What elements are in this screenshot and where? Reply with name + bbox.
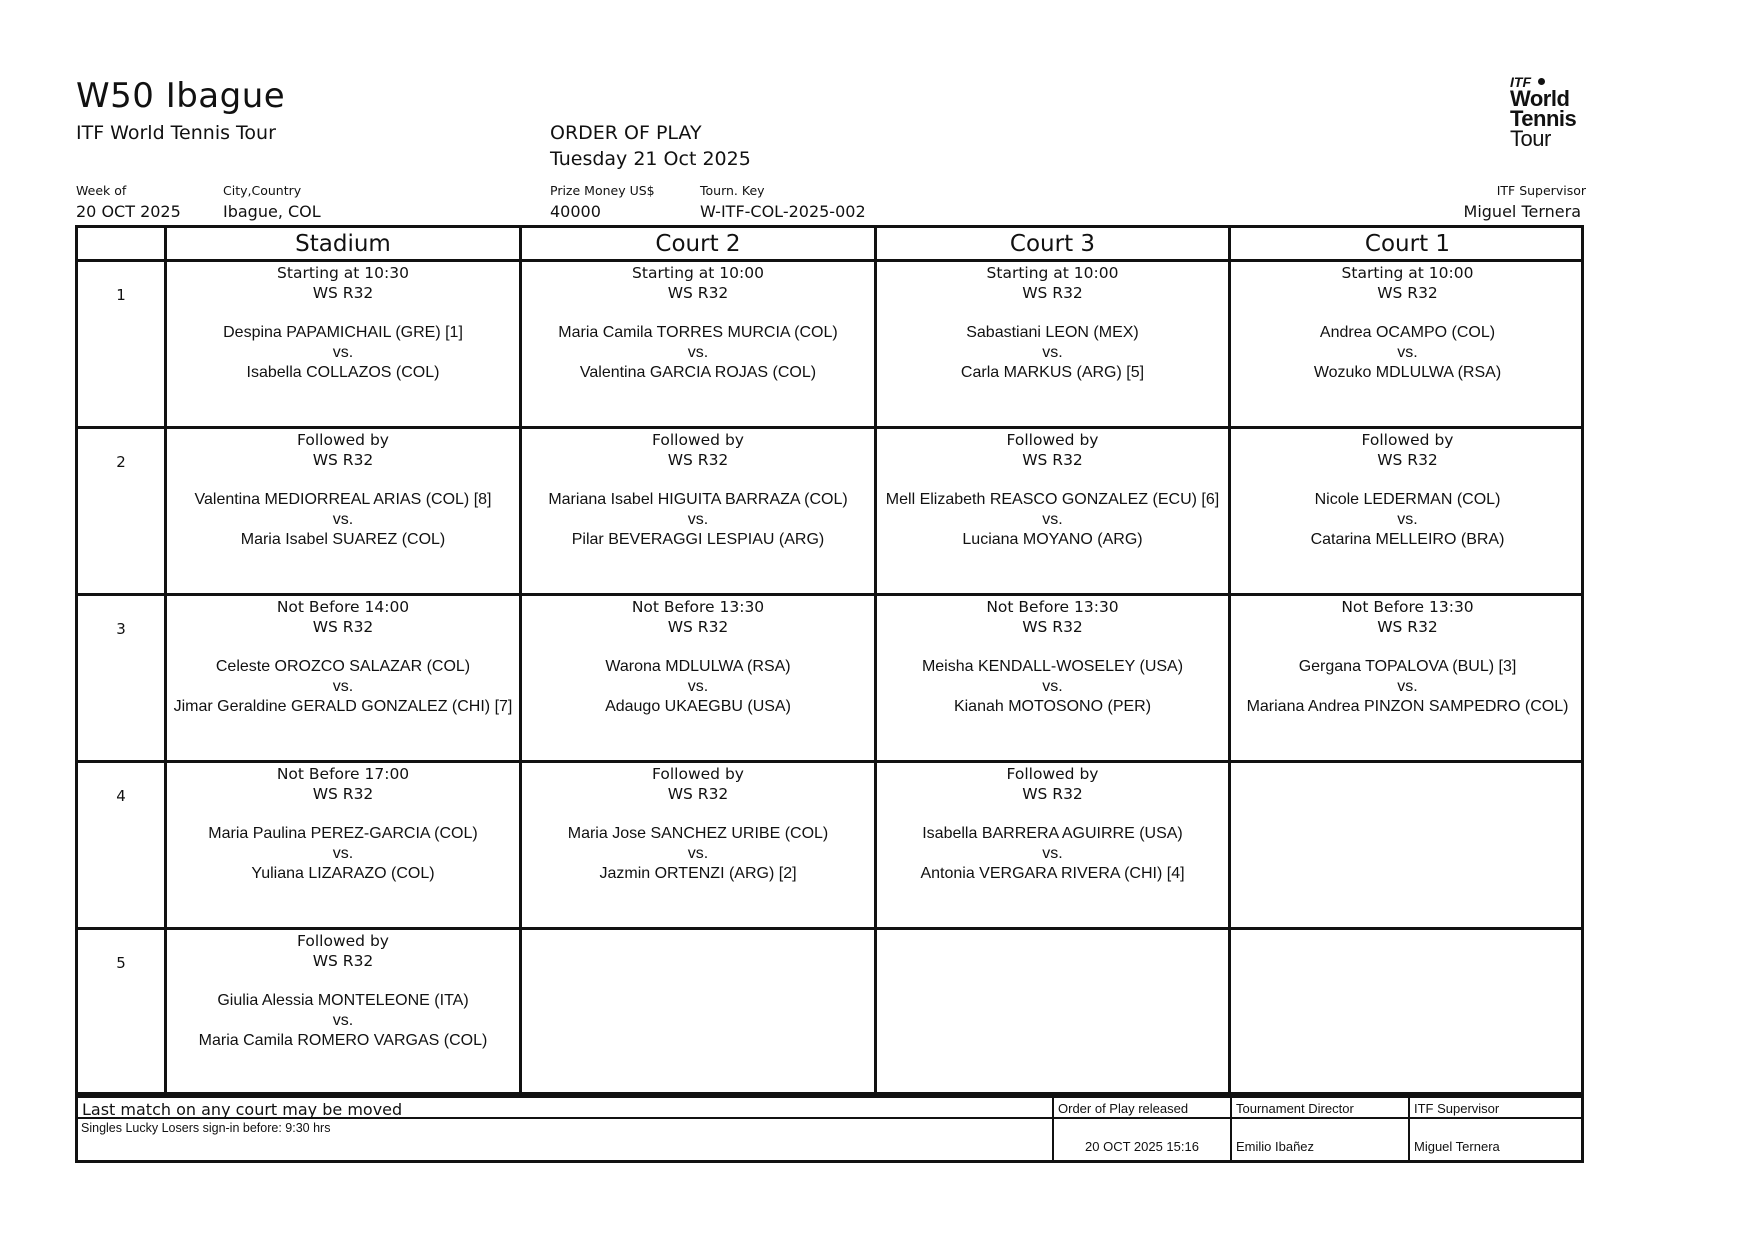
player-one: Gergana TOPALOVA (BUL) [3] xyxy=(1298,658,1517,675)
versus-text: vs. xyxy=(1042,845,1063,862)
lucky-losers-note: Singles Lucky Losers sign-in before: 9:30 hrs xyxy=(81,1121,331,1135)
player-one: Maria Paulina PEREZ-GARCIA (COL) xyxy=(208,825,478,842)
match-cell xyxy=(522,596,877,763)
match-cell xyxy=(1231,429,1584,596)
versus-text: vs. xyxy=(687,344,709,361)
match-cell xyxy=(877,429,1231,596)
versus-text: vs. xyxy=(332,845,354,862)
match-round: WS R32 xyxy=(312,952,374,970)
player-two: Maria Camila ROMERO VARGAS (COL) xyxy=(198,1032,488,1049)
player-one: Celeste OROZCO SALAZAR (COL) xyxy=(215,658,471,675)
player-two: Luciana MOYANO (ARG) xyxy=(962,531,1143,548)
match-round: WS R32 xyxy=(1377,284,1438,302)
last-match-note-cell xyxy=(78,1095,1054,1119)
match-round: WS R32 xyxy=(667,284,729,302)
player-two: Carla MARKUS (ARG) [5] xyxy=(960,364,1145,381)
corner-cell xyxy=(78,228,167,262)
player-two: Wozuko MDLULWA (RSA) xyxy=(1313,364,1502,381)
match-round: WS R32 xyxy=(312,618,374,636)
match-cell xyxy=(522,262,877,429)
versus-text: vs. xyxy=(687,678,709,695)
tournament-key-label: Tourn. Key xyxy=(700,183,765,198)
empty-match-cell xyxy=(877,930,1231,1095)
director-label-cell xyxy=(1232,1095,1410,1119)
versus-text: vs. xyxy=(1397,678,1418,695)
tour-name: ITF World Tennis Tour xyxy=(76,122,276,144)
court-header-court-3: Court 3 xyxy=(877,228,1231,262)
player-two: Jimar Geraldine GERALD GONZALEZ (CHI) [7] xyxy=(173,698,513,715)
player-one: Isabella BARRERA AGUIRRE (USA) xyxy=(922,825,1183,842)
versus-text: vs. xyxy=(332,344,354,361)
match-cell xyxy=(522,429,877,596)
match-round: WS R32 xyxy=(1022,785,1083,803)
tournament-title: W50 Ibague xyxy=(76,76,286,116)
match-cell xyxy=(877,596,1231,763)
player-two: Kianah MOTOSONO (PER) xyxy=(953,698,1152,715)
match-cell xyxy=(167,596,522,763)
match-start-time: Not Before 13:30 xyxy=(986,598,1119,616)
match-round: WS R32 xyxy=(667,618,729,636)
match-round: WS R32 xyxy=(667,785,729,803)
versus-text: vs. xyxy=(332,511,354,528)
match-start-time: Not Before 14:00 xyxy=(276,598,410,616)
released-value: 20 OCT 2025 15:16 xyxy=(1085,1139,1199,1154)
match-round: WS R32 xyxy=(1022,284,1083,302)
match-cell xyxy=(167,930,522,1095)
footer-supervisor-value-cell xyxy=(1410,1119,1584,1160)
player-one: Sabastiani LEON (MEX) xyxy=(966,324,1139,341)
match-start-time: Starting at 10:00 xyxy=(1341,264,1474,282)
city-country-label: City,Country xyxy=(223,183,302,198)
logo-dot-icon xyxy=(1538,78,1545,85)
player-two: Adaugo UKAEGBU (USA) xyxy=(605,698,791,715)
order-of-play-date: Tuesday 21 Oct 2025 xyxy=(550,148,751,170)
player-two: Maria Isabel SUAREZ (COL) xyxy=(240,531,446,548)
match-cell xyxy=(877,262,1231,429)
player-one: Maria Camila TORRES MURCIA (COL) xyxy=(558,324,838,341)
match-start-time: Not Before 13:30 xyxy=(631,598,765,616)
player-one: Nicole LEDERMAN (COL) xyxy=(1314,491,1501,508)
match-round: WS R32 xyxy=(312,451,374,469)
itf-world-tennis-tour-logo xyxy=(1508,74,1592,154)
footer-supervisor-label: ITF Supervisor xyxy=(1414,1101,1500,1116)
match-start-time: Followed by xyxy=(297,932,389,950)
itf-supervisor-label: ITF Supervisor xyxy=(1496,183,1586,198)
match-cell xyxy=(167,763,522,930)
empty-match-cell xyxy=(522,930,877,1095)
match-round: WS R32 xyxy=(1377,618,1438,636)
match-cell xyxy=(167,262,522,429)
match-start-time: Not Before 17:00 xyxy=(276,765,410,783)
match-start-time: Followed by xyxy=(297,431,389,449)
match-start-time: Not Before 13:30 xyxy=(1341,598,1474,616)
released-value-cell xyxy=(1054,1119,1232,1160)
versus-text: vs. xyxy=(1042,344,1063,361)
released-label: Order of Play released xyxy=(1058,1101,1189,1116)
player-one: Valentina MEDIORREAL ARIAS (COL) [8] xyxy=(194,491,492,508)
player-one: Giulia Alessia MONTELEONE (ITA) xyxy=(217,992,469,1009)
versus-text: vs. xyxy=(687,511,709,528)
match-start-time: Followed by xyxy=(1006,765,1099,783)
match-cell xyxy=(522,763,877,930)
lucky-losers-cell xyxy=(78,1119,1054,1160)
match-order-number: 4 xyxy=(78,763,167,930)
match-start-time: Starting at 10:00 xyxy=(632,264,764,282)
match-round: WS R32 xyxy=(667,451,729,469)
court-header-stadium: Stadium xyxy=(167,228,522,262)
player-one: Warona MDLULWA (RSA) xyxy=(605,658,791,675)
match-order-number: 2 xyxy=(78,429,167,596)
versus-text: vs. xyxy=(332,1012,354,1029)
match-round: WS R32 xyxy=(312,284,374,302)
logo-line-itf: ITF xyxy=(1510,74,1531,90)
last-match-note: Last match on any court may be moved xyxy=(82,1100,403,1119)
match-start-time: Followed by xyxy=(1006,431,1099,449)
empty-match-cell xyxy=(1231,930,1584,1095)
match-start-time: Followed by xyxy=(652,765,744,783)
player-one: Maria Jose SANCHEZ URIBE (COL) xyxy=(567,825,829,842)
player-two: Antonia VERGARA RIVERA (CHI) [4] xyxy=(920,865,1185,882)
match-order-number: 3 xyxy=(78,596,167,763)
match-start-time: Followed by xyxy=(652,431,744,449)
match-cell xyxy=(167,429,522,596)
logo-line-world: World xyxy=(1510,86,1570,111)
player-one: Mell Elizabeth REASCO GONZALEZ (ECU) [6] xyxy=(885,491,1220,508)
logo-line-tennis: Tennis xyxy=(1510,106,1577,131)
match-order-number: 5 xyxy=(78,930,167,1095)
player-two: Catarina MELLEIRO (BRA) xyxy=(1310,531,1505,548)
empty-match-cell xyxy=(1231,763,1584,930)
logo-line-tour: Tour xyxy=(1510,126,1551,151)
week-of-value: 20 OCT 2025 xyxy=(76,202,181,221)
versus-text: vs. xyxy=(1397,511,1418,528)
match-cell xyxy=(1231,262,1584,429)
versus-text: vs. xyxy=(1397,344,1418,361)
match-cell xyxy=(877,763,1231,930)
match-order-number: 1 xyxy=(78,262,167,429)
player-one: Despina PAPAMICHAIL (GRE) [1] xyxy=(223,324,463,341)
player-two: Mariana Andrea PINZON SAMPEDRO (COL) xyxy=(1246,698,1569,715)
match-round: WS R32 xyxy=(1377,451,1438,469)
player-one: Mariana Isabel HIGUITA BARRAZA (COL) xyxy=(548,491,848,508)
itf-supervisor-value: Miguel Ternera xyxy=(1463,202,1581,221)
footer-supervisor-label-cell xyxy=(1410,1095,1584,1119)
week-of-label: Week of xyxy=(76,183,127,198)
match-round: WS R32 xyxy=(312,785,374,803)
released-label-cell xyxy=(1054,1095,1232,1119)
match-start-time: Starting at 10:00 xyxy=(986,264,1119,282)
director-value: Emilio Ibañez xyxy=(1236,1139,1315,1154)
player-one: Meisha KENDALL-WOSELEY (USA) xyxy=(921,658,1184,675)
director-label: Tournament Director xyxy=(1236,1101,1354,1116)
player-two: Yuliana LIZARAZO (COL) xyxy=(251,865,435,882)
director-value-cell xyxy=(1232,1119,1410,1160)
prize-money-label: Prize Money US$ xyxy=(550,183,655,198)
player-two: Isabella COLLAZOS (COL) xyxy=(246,364,440,381)
match-start-time: Starting at 10:30 xyxy=(277,264,409,282)
player-two: Jazmin ORTENZI (ARG) [2] xyxy=(599,865,797,882)
court-header-court-2: Court 2 xyxy=(522,228,877,262)
footer-table xyxy=(75,1095,1584,1163)
prize-money-value: 40000 xyxy=(550,202,601,221)
player-two: Valentina GARCIA ROJAS (COL) xyxy=(579,364,817,381)
city-country-value: Ibague, COL xyxy=(223,202,321,221)
versus-text: vs. xyxy=(1042,678,1063,695)
match-cell xyxy=(1231,596,1584,763)
order-of-play-grid xyxy=(75,225,1584,1095)
tournament-key-value: W-ITF-COL-2025-002 xyxy=(700,202,866,221)
versus-text: vs. xyxy=(1042,511,1063,528)
court-header-court-1: Court 1 xyxy=(1231,228,1584,262)
footer-supervisor-value: Miguel Ternera xyxy=(1414,1139,1500,1154)
match-start-time: Followed by xyxy=(1361,431,1454,449)
player-one: Andrea OCAMPO (COL) xyxy=(1319,324,1496,341)
versus-text: vs. xyxy=(687,845,709,862)
order-of-play-heading: ORDER OF PLAY xyxy=(550,122,702,144)
match-round: WS R32 xyxy=(1022,451,1083,469)
versus-text: vs. xyxy=(332,678,354,695)
player-two: Pilar BEVERAGGI LESPIAU (ARG) xyxy=(571,531,825,548)
match-round: WS R32 xyxy=(1022,618,1083,636)
